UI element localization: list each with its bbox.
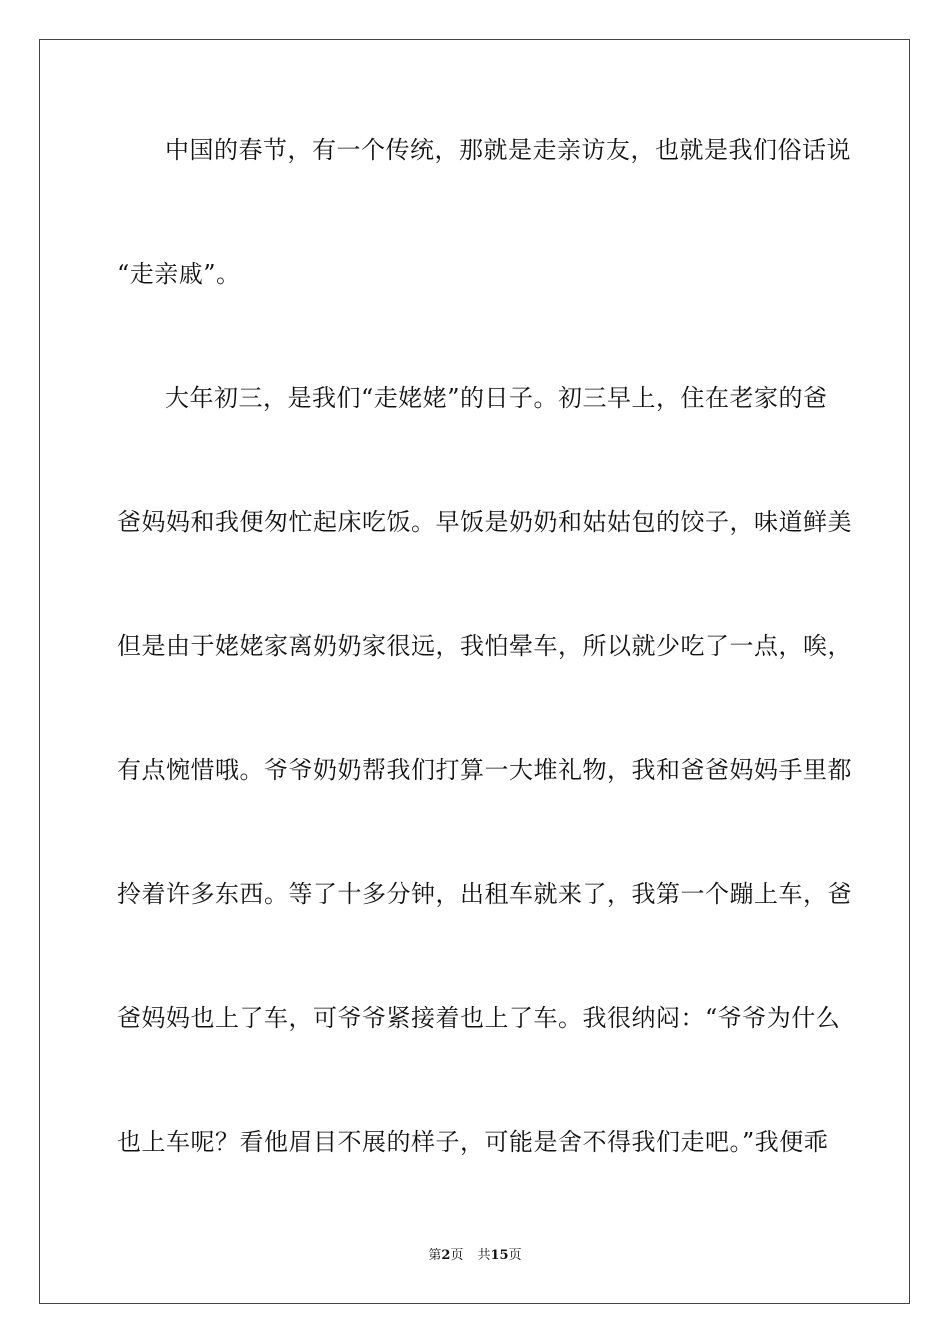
- page-number: 2: [441, 1248, 451, 1263]
- paragraph-2-line-1: 大年初三，是我们“走姥姥”的日子。初三早上，住在老家的爸: [165, 384, 828, 412]
- total-prefix: 共: [477, 1248, 491, 1263]
- paragraph-2-line-4: 有点惋惜哦。爷爷奶奶帮我们打算一大堆礼物，我和爸爸妈妈手里都: [117, 756, 852, 784]
- paragraph-2-line-3: 但是由于姥姥家离奶奶家很远，我怕晕车，所以就少吃了一点，唉，: [117, 632, 852, 660]
- page-border: [39, 39, 910, 1304]
- page-footer: [0, 1247, 950, 1265]
- paragraph-1-line-1: 中国的春节，有一个传统，那就是走亲访友，也就是我们俗话说: [165, 136, 851, 164]
- total-suffix: 页: [508, 1248, 522, 1263]
- total-pages: 15: [490, 1248, 509, 1263]
- paragraph-2-line-6: 爸妈妈也上了车，可爷爷紧接着也上了车。我很纳闷：“爷爷为什么: [117, 1004, 841, 1032]
- paragraph-2-line-5: 拎着许多东西。等了十多分钟，出租车就来了，我第一个蹦上车，爸: [117, 880, 852, 908]
- paragraph-2-line-2: 爸妈妈和我便匆忙起床吃饭。早饭是奶奶和姑姑包的饺子，味道鲜美: [117, 508, 852, 536]
- paragraph-2-line-7: 也上车呢？看他眉目不展的样子，可能是舍不得我们走吧。”我便乖: [117, 1128, 829, 1156]
- page-suffix: 页: [450, 1248, 464, 1263]
- page-prefix: 第: [428, 1248, 442, 1263]
- paragraph-1-line-2: “走亲戚”。: [117, 260, 241, 288]
